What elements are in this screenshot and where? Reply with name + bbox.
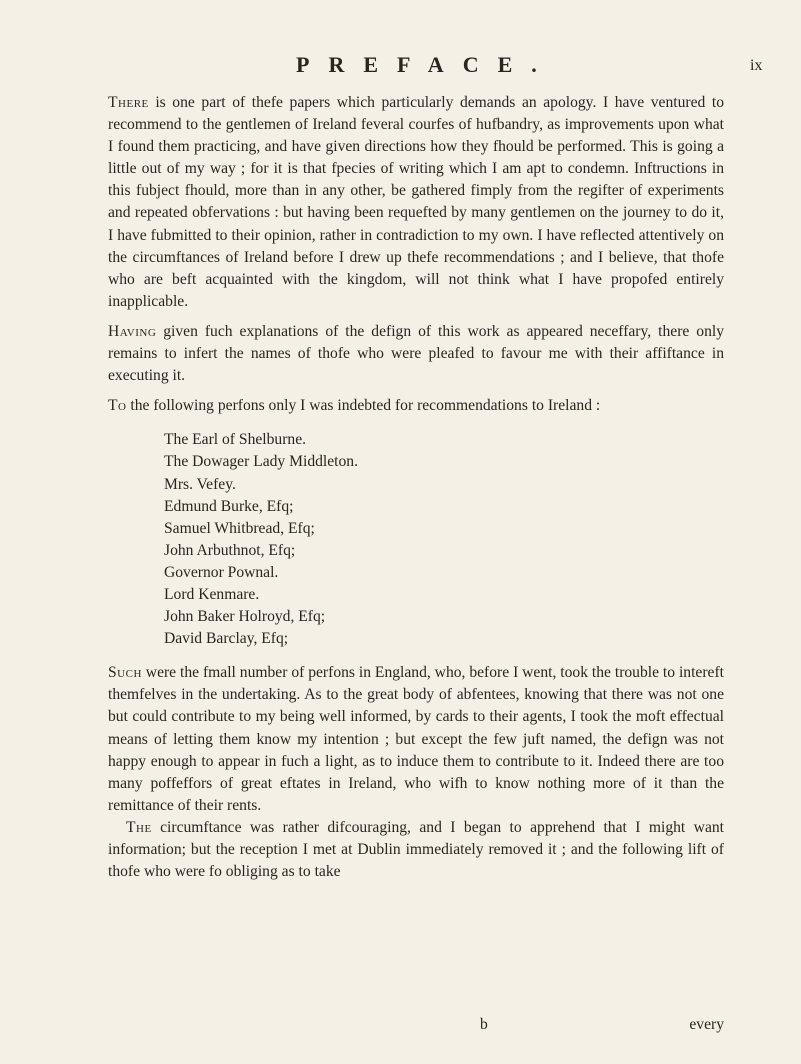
list-item: Mrs. Vefey. (164, 475, 236, 493)
list-item: The Dowager Lady Middleton. (164, 453, 359, 471)
paragraph-text: given fuch explanations of the defign of this work as appeared neceffary, there only remains to infert the names of thofe who were pleafed to favour me with their affiftance in executing it. (108, 322, 724, 385)
page-number: ix (750, 57, 763, 74)
paragraph-dublin (108, 817, 724, 883)
catchword: every (689, 1016, 724, 1033)
body-text (108, 92, 724, 883)
paragraph-absentees (108, 662, 724, 817)
paragraph-explanations (108, 321, 724, 387)
paragraph-recommendations (108, 395, 724, 417)
list-item: The Earl of Shelburne. (164, 431, 307, 449)
names-list (164, 429, 724, 650)
paragraph-apology (108, 92, 724, 313)
page-header (0, 52, 801, 82)
list-item: Samuel Whitbread, Efq; (164, 519, 315, 537)
paragraph-lead-word: Having (108, 322, 157, 340)
running-title: PREFACE. (296, 52, 556, 77)
page-footer (108, 1016, 724, 1038)
signature-mark: b (480, 1016, 488, 1033)
paragraph-lead-word: To (108, 397, 127, 415)
list-item: David Barclay, Efq; (164, 630, 289, 648)
list-item: John Baker Holroyd, Efq; (164, 608, 326, 626)
list-item: John Arbuthnot, Efq; (164, 541, 296, 559)
paragraph-text: is one part of thefe papers which particularly demands an apology. I have ventured to recommend to the gentlemen of Ireland feveral courfes of hufbandry, as improvements upon what I found them practicing, and have given directions how they fhould be performed. This is going a little out of my way ; for it is that fpecies of writing which I am apt to condemn. Inftructions in this fubject fhould, more than in any other, be gathered fimply from the regifter of experiments and repeated obfervations : but having been requefted by many gentlemen on the journey to do it, I have fubmitted to their opinion, rather in contradiction to my own. I have reflected attentively on the circumftances of Ireland before I drew up thefe recommendations ; and I believe, that thofe who are beft acquainted with the kingdom, will not think what I have propofed entirely inapplicable. (108, 94, 724, 310)
paragraph-lead-word: There (108, 94, 149, 111)
list-item: Governor Pownal. (164, 563, 279, 581)
paragraph-lead-word: Such (108, 664, 142, 682)
paragraph-text: circumftance was rather difcouraging, and I began to apprehend that I might want information; but the reception I met at Dublin immediately removed it ; and the following lift of thofe who were fo obliging as to take (108, 818, 724, 881)
list-item: Lord Kenmare. (164, 585, 260, 603)
paragraph-text: were the fmall number of perfons in England, who, before I went, took the trouble to intereft themfelves in the undertaking. As to the great body of abfentees, knowing that there was not one but could contribute to my being well informed, by cards to their agents, I took the moft effectual means of letting them know my intention ; but except the few juft named, the defign was not happy enough to appear in fuch a light, as to induce them to contribute to it. Indeed there are too many poffeffors of great eftates in Ireland, who wifh to know nothing more of it than the remittance of their rents. (108, 664, 724, 814)
list-item: Edmund Burke, Efq; (164, 497, 294, 515)
paragraph-text: the following perfons only I was indebted for recommendations to Ireland : (126, 397, 601, 415)
paragraph-lead-word: The (126, 818, 152, 836)
